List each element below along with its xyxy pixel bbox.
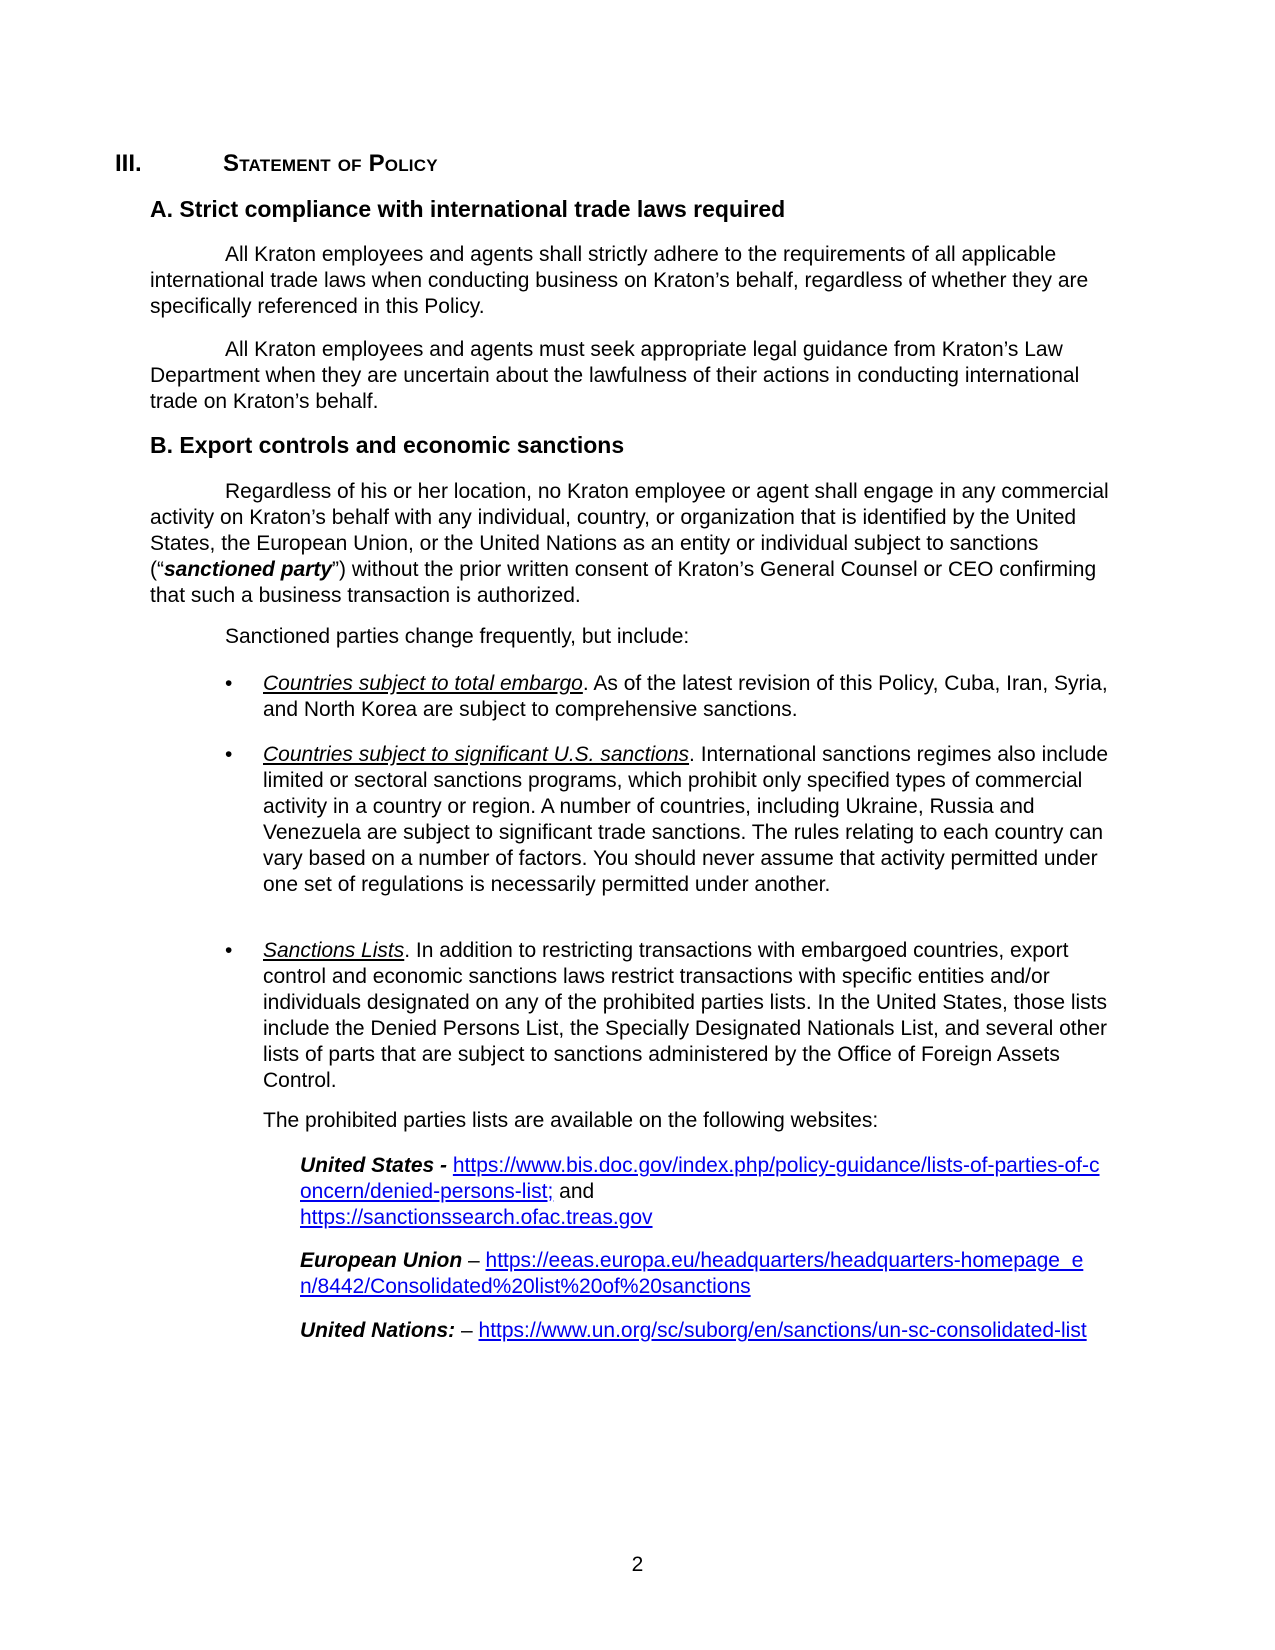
site-label: United Nations:: [300, 1319, 456, 1342]
website-united-states: United States - https://www.bis.doc.gov/index.php/policy-guidance/lists-of-parties-of-concern/denied-persons-list; and https://sanctionssearch.ofac.treas.gov: [300, 1154, 1100, 1229]
list-item-title: Sanctions Lists: [263, 939, 405, 962]
ofac-sanctions-search-link[interactable]: https://sanctionssearch.ofac.treas.gov: [300, 1206, 653, 1229]
site-label: United States -: [300, 1154, 448, 1177]
eu-sanctions-link[interactable]: https://eeas.europa.eu/headquarters/headquarters-homepage_en/8442/Consolidated%20list%20of%20sanctions: [300, 1249, 1084, 1298]
section-number: III.: [115, 150, 142, 177]
subsection-b-heading: B. Export controls and economic sanctions: [150, 432, 625, 458]
bullet-icon: •: [225, 939, 233, 962]
subsection-b-paragraph-1: Regardless of his or her location, no Kraton employee or agent shall engage in any commercial activity on Kraton’s behalf with any individual, country, or organization that is identified by the United States, the European Union, or the United Nations as an entity or individual subject to sanctions (“sanctioned party”) without the prior written consent of Kraton’s General Counsel or CEO confirming that such a business transaction is authorized.: [150, 480, 1109, 607]
bullet-icon: •: [225, 743, 233, 766]
page-number: 2: [631, 1553, 644, 1576]
website-united-nations: United Nations: – https://www.un.org/sc/suborg/en/sanctions/un-sc-consolidated-list: [300, 1319, 1087, 1342]
un-sanctions-link[interactable]: https://www.un.org/sc/suborg/en/sanctions/un-sc-consolidated-list: [478, 1319, 1087, 1342]
list-item-text: . International sanctions regimes also include limited or sectoral sanctions programs, which prohibit only specified types of commercial activity in a country or region. A number of countries, including Ukraine, Russia and Venezuela are subject to significant trade sanctions. The rules relating to each country can vary based on a number of factors. You should never assume that activity permitted under one set of regulations is necessarily permitted under another.: [263, 743, 1109, 896]
subsection-a-paragraph-2: All Kraton employees and agents must seek appropriate legal guidance from Kraton’s Law Department when they are uncertain about the lawfulness of their actions in conducting international trade on Kraton’s behalf.: [150, 338, 1080, 413]
section-heading: [115, 150, 438, 178]
lists-intro: The prohibited parties lists are available on the following websites:: [263, 1109, 879, 1132]
subsection-a-paragraph-1: All Kraton employees and agents shall strictly adhere to the requirements of all applicable international trade laws when conducting business on Kraton’s behalf, regardless of whether they are specifically referenced in this Policy.: [150, 243, 1089, 318]
sanctioned-party-term: sanctioned party: [164, 558, 333, 581]
section-title: Statement of Policy: [223, 150, 438, 177]
site-label: European Union: [300, 1249, 463, 1272]
bis-denied-persons-link[interactable]: https://www.bis.doc.gov/index.php/policy-guidance/lists-of-parties-of-concern/denied-persons-list;: [300, 1154, 1100, 1203]
bullet-icon: •: [225, 672, 233, 695]
website-european-union: European Union – https://eeas.europa.eu/headquarters/headquarters-homepage_en/8442/Consolidated%20list%20of%20sanctions: [300, 1249, 1084, 1298]
list-item-text: . As of the latest revision of this Policy, Cuba, Iran, Syria, and North Korea are subject to comprehensive sanctions.: [263, 672, 1108, 721]
sanctioned-parties-intro: Sanctioned parties change frequently, but include:: [225, 625, 690, 648]
list-item-title: Countries subject to significant U.S. sanctions: [263, 743, 690, 766]
subsection-a-heading: A. Strict compliance with international trade laws required: [150, 196, 786, 222]
list-item-text: . In addition to restricting transactions with embargoed countries, export control and economic sanctions laws restrict transactions with specific entities and/or individuals designated on any of the prohibited parties lists. In the United States, those lists include the Denied Persons List, the Specially Designated Nationals List, and several other lists of parts that are subject to sanctions administered by the Office of Foreign Assets Control.: [263, 939, 1107, 1092]
list-item-title: Countries subject to total embargo: [263, 672, 583, 695]
